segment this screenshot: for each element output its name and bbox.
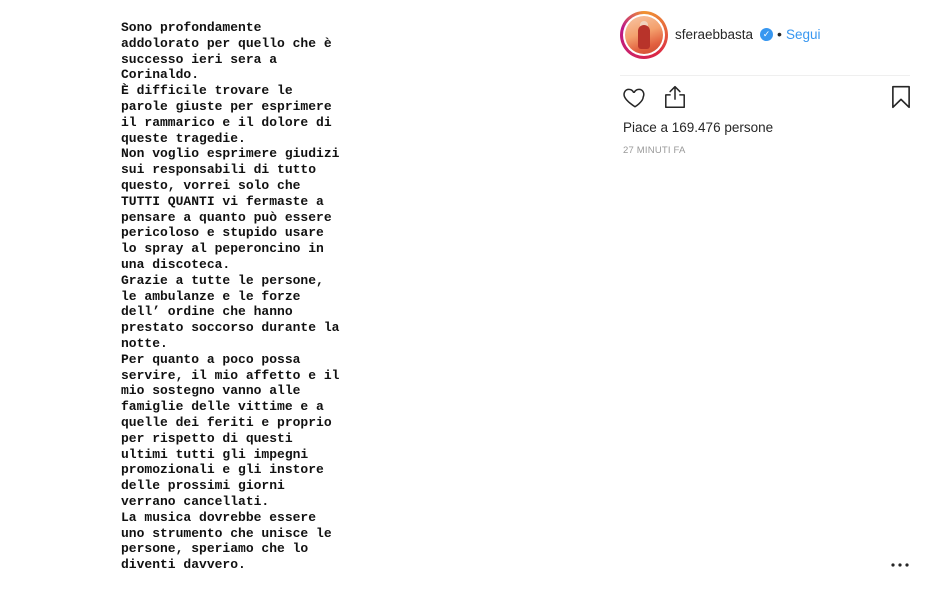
avatar[interactable]: [620, 11, 668, 59]
heart-outline-icon[interactable]: [622, 84, 650, 112]
bookmark-outline-icon[interactable]: [888, 84, 916, 112]
follow-button[interactable]: Segui: [786, 27, 821, 42]
verified-badge-icon: ✓: [760, 28, 773, 41]
separator-dot: •: [777, 26, 782, 42]
likes-count[interactable]: Piace a 169.476 persone: [623, 120, 774, 135]
share-upload-icon[interactable]: [662, 84, 690, 112]
post-timestamp[interactable]: 27 MINUTI FA: [623, 145, 686, 156]
action-bar: [620, 84, 912, 114]
more-options-icon[interactable]: [889, 558, 911, 572]
post-header: [620, 11, 910, 76]
post-caption-text: Sono profondamente addolorato per quello che è successo ieri sera a Corinaldo. È difficile trovare le parole giuste per esprimere il rammarico e il dolore di queste tragedie. Non voglio esprimere giudizi sui responsabili di tutto questo, vorrei solo che TUTTI QUANTI vi fermaste a pensare a quanto può essere pericoloso e stupido usare lo spray al peperoncino in una discoteca. Grazie a tutte le persone, le ambulanze e le forze dell’ ordine che hanno prestato soccorso durante la notte. Per quanto a poco possa servire, il mio affetto e il mio sostegno vanno alle famiglie delle vittime e a quelle dei feriti e proprio per rispetto di questi ultimi tutti gli impegni promozionali e gli instore delle prossimi giorni verrano cancellati. La musica dovrebbe essere uno strumento che unisce le persone, speriamo che lo diventi davvero.: [121, 20, 340, 573]
username-link[interactable]: sferaebbasta: [675, 27, 754, 42]
